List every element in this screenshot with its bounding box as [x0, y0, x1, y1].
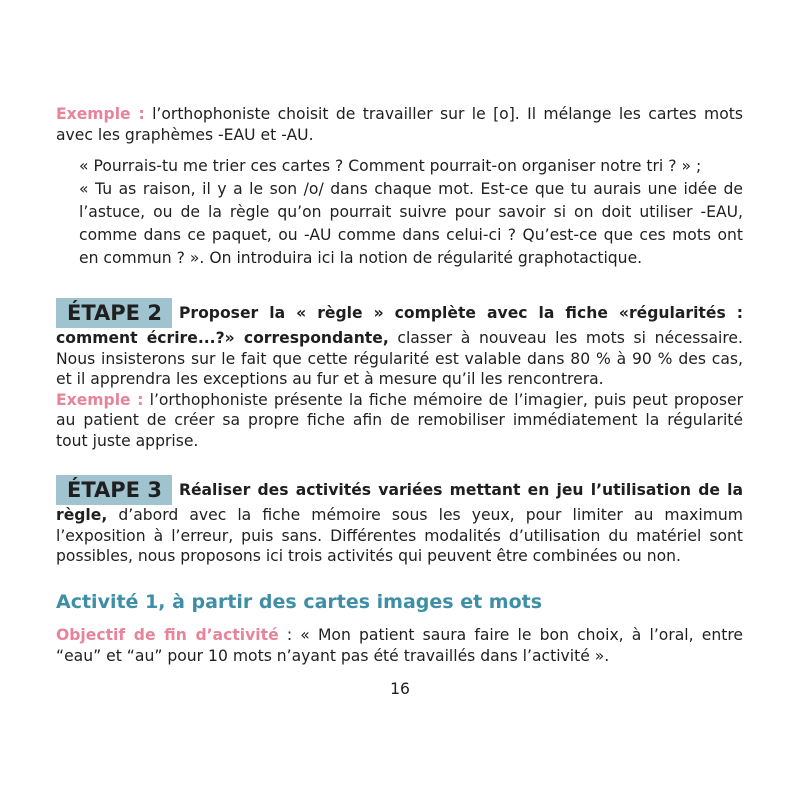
etape-3-bold-text: Réaliser des activités variées mettant en jeu l’utilisation de la règle, — [56, 481, 743, 524]
page-number: 16 — [390, 680, 410, 698]
intro-example-label: Exemple : — [56, 105, 145, 123]
page-content — [56, 104, 743, 667]
etape-2-example-label: Exemple : — [56, 390, 144, 409]
intro-example-paragraph — [56, 104, 743, 146]
etape-2-bold-text: Proposer la « règle » complète avec la fiche «régularités : comment écrire...?» correspondante, — [56, 304, 743, 347]
etape-2-text: classer à nouveau les mots si nécessaire. Nous insisterons sur le fait que cette régularité est valable dans 80 % à 90 % des cas, et il apprendra les exceptions au fur et à mesure qu’il les rencontrera. — [56, 329, 743, 388]
etape-2-badge: ÉTAPE 2 — [56, 298, 172, 328]
etape-2-section — [56, 298, 743, 451]
objective-text: : « Mon patient saura faire le bon choix, à l’oral, entre “eau” et “au” pour 10 mots n’ayant pas été travaillés dans l’activité ». — [56, 625, 744, 665]
quote-line-1: « Pourrais-tu me trier ces cartes ? Comment pourrait-on organiser notre tri ? » ; — [79, 157, 702, 175]
etape-2-example-paragraph — [56, 390, 743, 452]
etape-2-example-text: l’orthophoniste présente la fiche mémoire de l’imagier, puis peut proposer au patient de créer sa propre fiche afin de remobiliser immédiatement la régularité tout juste apprise. — [56, 390, 743, 450]
etape-3-text: d’abord avec la fiche mémoire sous les yeux, pour limiter au maximum l’exposition à l’erreur, puis sans. Différentes modalités d’utilisation du matériel sont possibles, nous proposons ici trois activités qui peuvent être combinées ou non. — [56, 506, 743, 565]
activity-1-objective — [56, 625, 743, 667]
objective-label: Objectif de fin d’activité — [56, 625, 279, 644]
dialogue-quote — [79, 155, 743, 270]
etape-3-paragraph — [56, 475, 743, 567]
activity-1-title: Activité 1, à partir des cartes images et mots — [56, 590, 543, 613]
quote-line-2: « Tu as raison, il y a le son /o/ dans chaque mot. Est-ce que tu aurais une idée de l’astuce, ou de la règle qu’on pourrait suivre pour savoir si on doit utiliser -EAU, comme dans ce paquet, ou -AU comme dans celui-ci ? Qu’est-ce que ces mots ont en commun ? ». On introduira ici la notion de régularité graphotactique. — [79, 180, 743, 267]
etape-2-paragraph — [56, 298, 743, 390]
etape-3-badge: ÉTAPE 3 — [56, 475, 172, 505]
etape-3-section — [56, 475, 743, 567]
intro-example-text: l’orthophoniste choisit de travailler sur le [o]. Il mélange les cartes mots avec les graphèmes -EAU et -AU. — [56, 105, 743, 144]
